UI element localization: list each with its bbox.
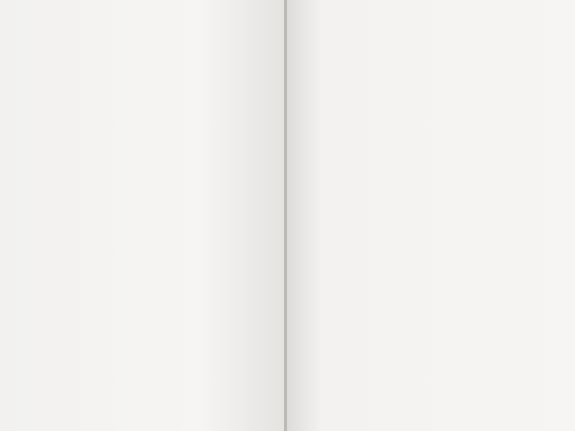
left-page [0, 0, 285, 431]
right-page [287, 0, 575, 431]
